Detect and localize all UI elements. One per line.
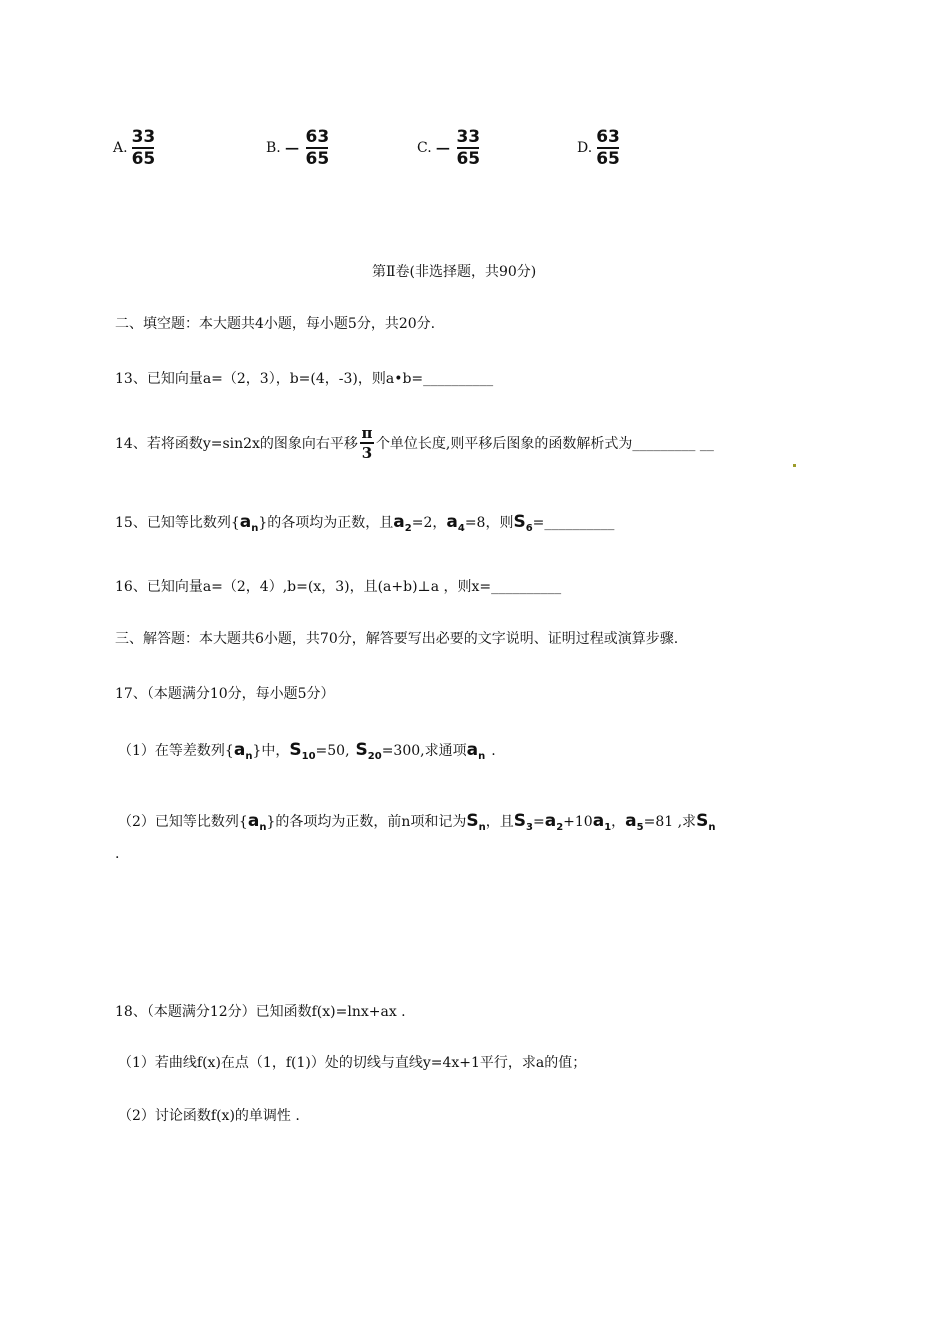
option-b — [266, 128, 329, 168]
numerator: π — [361, 424, 373, 442]
numerator: 33 — [456, 127, 481, 147]
question-17-part-2: （2）已知等比数列$\{a_n\}$的各项均为正数，前n项和记为$S_n$，且$S_3=a_2+10a_1$，$a_5=81$ ,求$S_n$ — [118, 811, 716, 833]
pi-over-3-fraction — [360, 425, 374, 461]
question-16: 16、已知向量a=（2，4）,b=(x，3)，且(a+b)⊥a ，则x=__________ — [115, 579, 562, 595]
minus-sign: − — [283, 136, 301, 160]
fraction — [306, 128, 330, 168]
option-label: B. — [266, 140, 281, 156]
fraction — [456, 128, 480, 168]
question-15: 15、已知等比数列$\{a_n\}$的各项均为正数，且$a_2=2$，$a_4=8$，则$S_6=\_\_\_\_\_\_\_\_\_\_$ — [115, 512, 615, 534]
option-d — [577, 128, 620, 168]
option-c — [417, 128, 480, 168]
question-18-part-1: （1）若曲线f(x)在点（1，f(1)）处的切线与直线y=4x+1平行，求a的值； — [118, 1055, 587, 1071]
minus-sign: − — [434, 136, 452, 160]
question-18-title: 18、（本题满分12分）已知函数f(x)=lnx+ax . — [115, 1004, 406, 1020]
numerator: 63 — [305, 127, 330, 147]
section3-heading: 三、解答题：本大题共6小题，共70分，解答要写出必要的文字说明、证明过程或演算步骤. — [115, 631, 679, 647]
question-18-part-2: （2）讨论函数f(x)的单调性 . — [118, 1108, 300, 1124]
question-17-part-1: （1）在等差数列$\{a_n\}$中，$S_{10}=50$, $S_{20}=300$,求通项$a_n$ . — [118, 740, 496, 762]
question-17-title: 17、（本题满分10分，每小题5分） — [115, 686, 335, 702]
q14-text-before: 14、若将函数y=sin2x的图象向右平移 — [115, 436, 358, 452]
numerator: 63 — [596, 127, 620, 147]
fraction — [596, 128, 620, 168]
stray-dot — [793, 464, 796, 467]
fraction — [132, 128, 156, 168]
denominator: 65 — [596, 149, 620, 169]
denominator: 65 — [131, 149, 156, 169]
question-14 — [115, 425, 714, 461]
part2-title: 第Ⅱ卷(非选择题，共90分) — [372, 264, 537, 280]
option-label: C. — [417, 140, 432, 156]
denominator: 3 — [361, 444, 373, 462]
option-a — [113, 128, 155, 168]
option-label: A. — [113, 140, 128, 156]
option-label: D. — [577, 140, 593, 156]
denominator: 65 — [305, 149, 330, 169]
denominator: 65 — [456, 149, 481, 169]
q14-text-after: 个单位长度,则平移后图象的函数解析式为_________ __ — [375, 436, 714, 452]
section2-heading: 二、填空题：本大题共4小题，每小题5分，共20分. — [115, 316, 436, 332]
question-17-part-2-period: . — [115, 846, 120, 862]
question-13: 13、已知向量a=（2，3），b=(4，-3)，则a•b=__________ — [115, 371, 494, 387]
numerator: 33 — [131, 127, 156, 147]
